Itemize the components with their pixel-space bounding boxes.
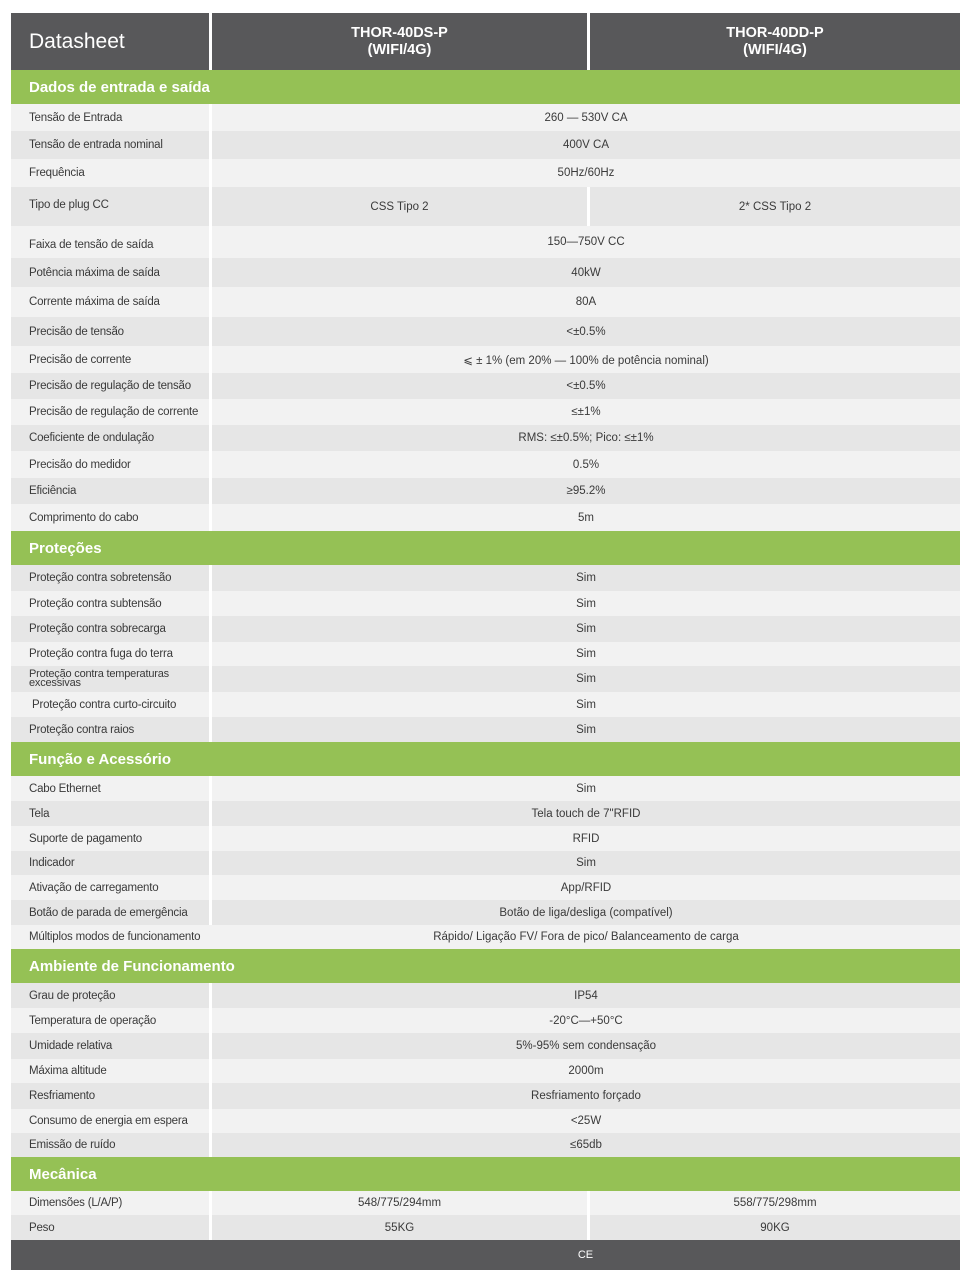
row-value: Sim xyxy=(576,782,596,795)
row-value: Botão de liga/desliga (compatível) xyxy=(499,906,673,919)
table-row xyxy=(11,591,960,616)
row-value: 2000m xyxy=(568,1065,604,1077)
table-row xyxy=(11,875,960,900)
row-label: Comprimento do cabo xyxy=(11,504,212,531)
table-row xyxy=(11,287,960,317)
table-row xyxy=(11,478,960,504)
row-value: ≤±1% xyxy=(571,406,601,418)
table-row xyxy=(11,187,960,226)
certification-label: CE xyxy=(577,1249,594,1261)
row-label: Coeficiente de ondulação xyxy=(11,425,212,451)
table-row xyxy=(11,826,960,851)
row-value: 40kW xyxy=(571,266,601,279)
row-label: Temperatura de operação xyxy=(11,1008,212,1033)
table-row xyxy=(11,159,960,187)
row-label: Eficiência xyxy=(11,478,212,504)
table-row xyxy=(11,851,960,875)
row-value: 5m xyxy=(578,511,594,524)
table-row xyxy=(11,1133,960,1157)
row-label: Consumo de energia em espera xyxy=(11,1109,212,1133)
row-label: Potência máxima de saída xyxy=(11,258,212,287)
row-value: Rápido/ Ligação FV/ Fora de pico/ Balanceamento de carga xyxy=(433,931,739,943)
row-label: Tipo de plug CC xyxy=(11,187,212,226)
row-value: ≥95.2% xyxy=(566,485,606,497)
row-label: Precisão de regulação de tensão xyxy=(11,373,212,399)
row-label: Precisão do medidor xyxy=(11,451,212,478)
model-1-variant: (WIFI/4G) xyxy=(367,41,432,58)
row-value: Sim xyxy=(576,673,596,685)
row-label: Proteção contra sobretensão xyxy=(11,565,212,591)
row-value-model-2: 90KG xyxy=(760,1221,790,1234)
table-row xyxy=(11,317,960,346)
row-value: <±0.5% xyxy=(566,325,606,338)
certification-footer xyxy=(11,1240,960,1270)
row-value: App/RFID xyxy=(560,881,612,894)
row-value-model-1: 55KG xyxy=(212,1215,590,1240)
section-header-mechanical: Mecânica xyxy=(11,1157,960,1191)
row-label: Grau de proteção xyxy=(11,983,212,1008)
row-label: Proteção contra subtensão xyxy=(11,591,212,616)
section-header-function-accessory: Função e Acessório xyxy=(11,742,960,776)
table-row xyxy=(11,1215,960,1240)
row-label: Umidade relativa xyxy=(11,1033,212,1059)
table-row xyxy=(11,1033,960,1059)
row-label: Cabo Ethernet xyxy=(11,776,212,801)
table-row xyxy=(11,104,960,131)
model-1-name: THOR-40DS-P xyxy=(351,24,448,41)
row-value-model-2: 2* CSS Tipo 2 xyxy=(738,200,812,213)
row-label: Faixa de tensão de saída xyxy=(11,226,212,258)
section-header-protections: Proteções xyxy=(11,531,960,565)
table-row xyxy=(11,692,960,717)
table-row xyxy=(11,666,960,692)
table-row xyxy=(11,451,960,478)
row-value-model-1: CSS Tipo 2 xyxy=(212,187,590,226)
table-row xyxy=(11,504,960,531)
row-label: Tensão de entrada nominal xyxy=(11,131,212,159)
table-row xyxy=(11,346,960,373)
row-value: Sim xyxy=(576,857,596,869)
row-value: Resfriamento forçado xyxy=(531,1090,641,1102)
table-row xyxy=(11,900,960,925)
model-2-variant: (WIFI/4G) xyxy=(743,41,807,58)
row-value: 5%-95% sem condensação xyxy=(516,1040,656,1052)
row-label: Proteção contra curto-circuito xyxy=(11,692,212,717)
row-value: ⩽ ± 1% (em 20% — 100% de potência nominal) xyxy=(463,354,709,367)
row-label: Proteção contra sobrecarga xyxy=(11,616,212,642)
table-row xyxy=(11,1059,960,1083)
row-value-model-1: 548/775/294mm xyxy=(212,1191,590,1215)
model-1-header xyxy=(212,13,590,70)
row-label: Peso xyxy=(11,1215,212,1240)
row-value: Sim xyxy=(576,698,596,711)
row-value: -20°C—+50°C xyxy=(549,1014,623,1027)
table-row xyxy=(11,616,960,642)
table-row xyxy=(11,258,960,287)
row-label: Ativação de carregamento xyxy=(11,875,212,900)
table-row xyxy=(11,717,960,742)
row-label: Precisão de tensão xyxy=(11,317,212,346)
table-row xyxy=(11,1083,960,1109)
row-label: Precisão de corrente xyxy=(11,346,212,373)
row-value: RMS: ≤±0.5%; Pico: ≤±1% xyxy=(518,432,654,444)
row-label: Botão de parada de emergência xyxy=(11,900,212,925)
row-value: <±0.5% xyxy=(566,380,606,392)
table-row xyxy=(11,373,960,399)
section-header-input-output: Dados de entrada e saída xyxy=(11,70,960,104)
table-row xyxy=(11,1191,960,1215)
table-row xyxy=(11,776,960,801)
table-row xyxy=(11,425,960,451)
row-value: Sim xyxy=(576,723,596,736)
row-value: Tela touch de 7"RFID xyxy=(531,807,641,820)
table-row xyxy=(11,226,960,258)
row-value: Sim xyxy=(576,623,596,635)
row-value: ≤65db xyxy=(570,1139,602,1151)
row-value: 260 — 530V CA xyxy=(544,111,628,124)
row-label: Tensão de Entrada xyxy=(11,104,212,131)
row-value: Sim xyxy=(576,572,596,584)
section-header-operating-environment: Ambiente de Funcionamento xyxy=(11,949,960,983)
table-row xyxy=(11,925,960,949)
model-2-header xyxy=(590,13,960,70)
row-label: Múltiplos modos de funcionamento xyxy=(29,931,201,943)
row-value: 400V CA xyxy=(562,139,610,151)
row-label: Proteção contra raios xyxy=(11,717,212,742)
table-header xyxy=(11,13,960,70)
row-value: 150—750V CC xyxy=(547,236,625,248)
row-value-model-2: 558/775/298mm xyxy=(733,1197,817,1209)
table-row xyxy=(11,131,960,159)
row-label: Proteção contra fuga do terra xyxy=(11,642,212,666)
table-row xyxy=(11,642,960,666)
row-label: Indicador xyxy=(11,851,212,875)
table-row xyxy=(11,801,960,826)
row-value: 0.5% xyxy=(572,458,600,471)
row-label: Corrente máxima de saída xyxy=(11,287,212,317)
row-value: IP54 xyxy=(574,989,598,1002)
row-value: Sim xyxy=(576,597,596,610)
row-label: Proteção contra temperaturas excessivas xyxy=(11,666,212,692)
table-row xyxy=(11,1109,960,1133)
row-label: Tela xyxy=(11,801,212,826)
row-value: 80A xyxy=(575,296,597,308)
row-label: Dimensões (L/A/P) xyxy=(11,1191,212,1215)
row-label: Máxima altitude xyxy=(11,1059,212,1083)
row-value: 50Hz/60Hz xyxy=(557,167,615,179)
table-row xyxy=(11,983,960,1008)
row-label: Resfriamento xyxy=(11,1083,212,1109)
table-row xyxy=(11,565,960,591)
row-value: Sim xyxy=(576,648,596,660)
model-2-name: THOR-40DD-P xyxy=(726,24,824,41)
table-row xyxy=(11,399,960,425)
row-label: Precisão de regulação de corrente xyxy=(11,399,212,425)
row-label: Frequência xyxy=(11,159,212,187)
row-label: Suporte de pagamento xyxy=(11,826,212,851)
row-label: Emissão de ruído xyxy=(11,1133,212,1157)
table-row xyxy=(11,1008,960,1033)
row-value: RFID xyxy=(572,832,600,845)
datasheet-title: Datasheet xyxy=(11,13,212,70)
row-value: <25W xyxy=(570,1115,602,1127)
